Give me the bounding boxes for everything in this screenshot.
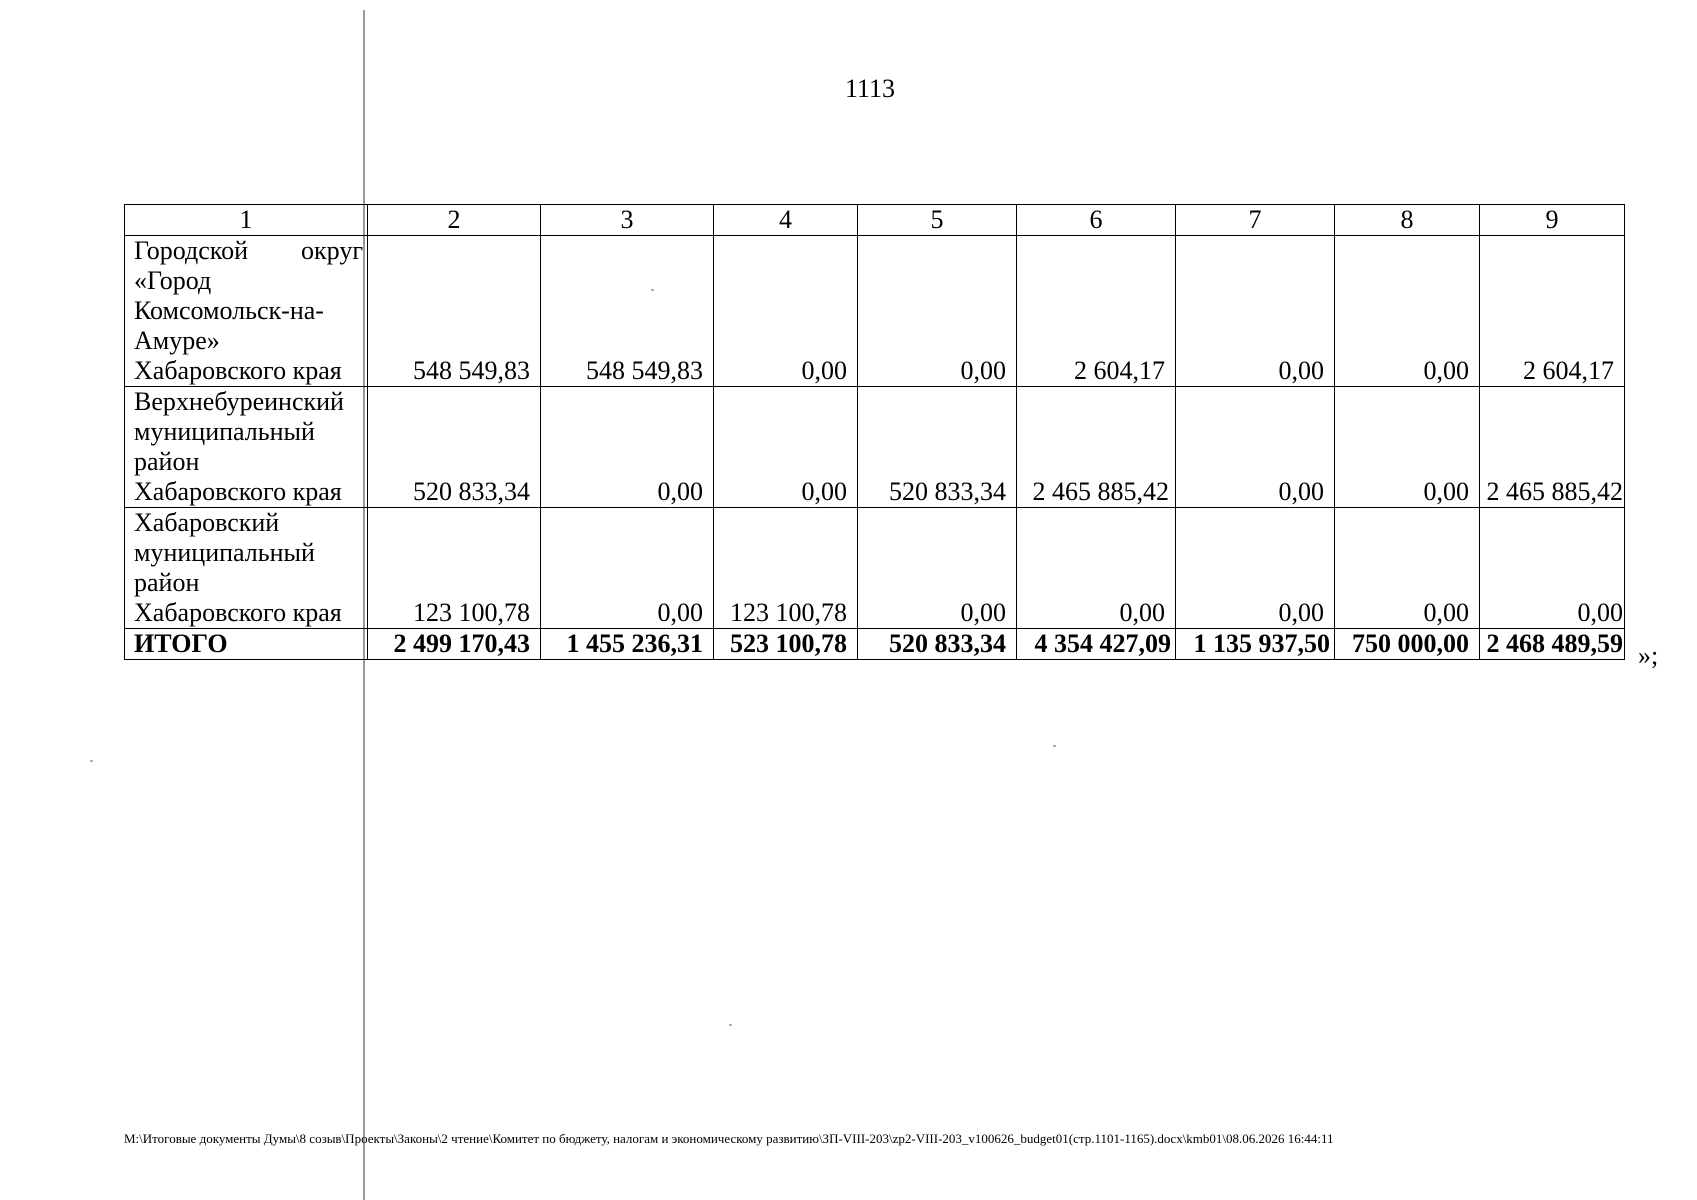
value-cell: 2 465 885,42	[1480, 387, 1625, 508]
value-cell: 0,00	[714, 387, 858, 508]
scan-speck	[651, 289, 654, 291]
column-number: 2	[368, 205, 541, 236]
budget-table	[124, 204, 1625, 660]
total-value: 2 468 489,59	[1480, 629, 1625, 660]
name-line: Хабаровский	[134, 508, 280, 537]
value-cell: 548 549,83	[368, 236, 541, 387]
column-number: 7	[1176, 205, 1335, 236]
name-line: район	[134, 568, 200, 597]
name-line: Хабаровского края	[134, 356, 342, 385]
total-row	[125, 629, 1625, 660]
total-value: 520 833,34	[858, 629, 1017, 660]
value-cell: 2 604,17	[1017, 236, 1176, 387]
column-number: 8	[1335, 205, 1480, 236]
page-number: 1113	[844, 74, 896, 103]
value-cell: 0,00	[858, 236, 1017, 387]
total-value: 2 499 170,43	[368, 629, 541, 660]
value-cell: 0,00	[1176, 387, 1335, 508]
table-row	[125, 387, 1625, 508]
value-cell: 0,00	[1335, 508, 1480, 629]
column-number: 4	[714, 205, 858, 236]
value-cell: 0,00	[714, 236, 858, 387]
value-cell: 0,00	[1335, 387, 1480, 508]
column-number: 6	[1017, 205, 1176, 236]
column-number-row	[125, 205, 1625, 236]
name-line: Хабаровского края	[134, 477, 342, 506]
value-cell: 0,00	[541, 387, 714, 508]
column-number: 9	[1480, 205, 1625, 236]
value-cell: 0,00	[858, 508, 1017, 629]
name-line: Хабаровского края	[134, 598, 342, 627]
column-number: 3	[541, 205, 714, 236]
name-line: район	[134, 447, 200, 476]
name-line: «Город	[134, 266, 212, 295]
total-value: 4 354 427,09	[1017, 629, 1176, 660]
total-value: 750 000,00	[1335, 629, 1480, 660]
value-cell: 0,00	[1017, 508, 1176, 629]
municipality-name	[125, 508, 368, 629]
name-line: Амуре»	[134, 326, 220, 355]
value-cell: 0,00	[1176, 236, 1335, 387]
name-line: Комсомольск-на-	[134, 296, 324, 325]
scan-speck	[1053, 745, 1056, 747]
municipality-name	[125, 387, 368, 508]
value-cell: 0,00	[541, 508, 714, 629]
municipality-name	[125, 236, 368, 387]
value-cell: 2 465 885,42	[1017, 387, 1176, 508]
column-number: 5	[858, 205, 1017, 236]
name-line: муниципальный	[134, 538, 315, 567]
value-cell: 123 100,78	[368, 508, 541, 629]
total-value: 1 455 236,31	[541, 629, 714, 660]
closing-quote-mark: »;	[1638, 641, 1659, 670]
scan-speck	[90, 760, 93, 762]
value-cell: 0,00	[1335, 236, 1480, 387]
value-cell: 520 833,34	[858, 387, 1017, 508]
scan-speck	[729, 1024, 732, 1026]
value-cell: 520 833,34	[368, 387, 541, 508]
table-row	[125, 508, 1625, 629]
value-cell: 548 549,83	[541, 236, 714, 387]
name-line: муниципальный	[134, 417, 315, 446]
table-row	[125, 236, 1625, 387]
value-cell: 0,00	[1176, 508, 1335, 629]
value-cell: 2 604,17	[1480, 236, 1625, 387]
name-line: Верхнебуреинский	[134, 387, 344, 416]
name-line: Городской округ	[134, 236, 363, 265]
total-value: 523 100,78	[714, 629, 858, 660]
total-label: ИТОГО	[125, 629, 368, 660]
column-number: 1	[125, 205, 368, 236]
total-value: 1 135 937,50	[1176, 629, 1335, 660]
value-cell: 0,00	[1480, 508, 1625, 629]
file-path-footer: M:\Итоговые документы Думы\8 созыв\Проекты\Законы\2 чтение\Комитет по бюджету, налогам и экономическому развитию\ЗП-VIII-203\zp2-VIII-203_v100626_budget01(стр.1101-1165).docx\kmb01\08.06.2026 16:44:11	[124, 1131, 1334, 1146]
value-cell: 123 100,78	[714, 508, 858, 629]
